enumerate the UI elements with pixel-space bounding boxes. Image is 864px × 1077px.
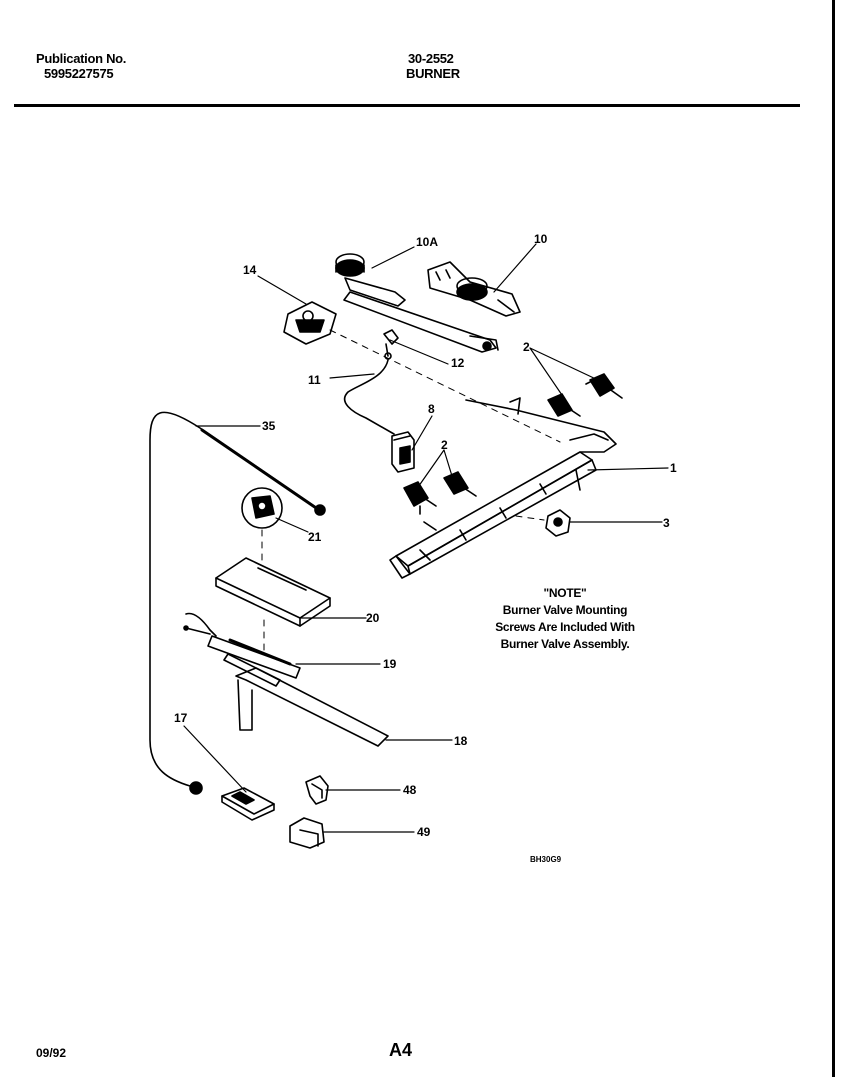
callout-12: 12 <box>451 356 465 370</box>
callout-10A: 10A <box>416 235 439 249</box>
tube-35-end <box>315 505 325 515</box>
callout-21: 21 <box>308 530 322 544</box>
valve-2c-drawing <box>404 482 436 514</box>
valve-14-drawing <box>284 302 336 344</box>
callout-20: 20 <box>366 611 380 625</box>
note-line: Screws Are Included With <box>495 620 635 634</box>
note-line: Burner Valve Assembly. <box>500 637 630 651</box>
publication-label: Publication No. <box>36 51 127 66</box>
callout-49: 49 <box>417 825 431 839</box>
section-title: BURNER <box>406 66 460 81</box>
bracket-49-drawing <box>290 818 324 848</box>
callout-2-upper: 2 <box>523 340 530 354</box>
footer-page-number: A4 <box>389 1040 413 1060</box>
valve-2a-drawing <box>586 374 622 398</box>
burner-10-drawing <box>428 262 520 316</box>
callout-19: 19 <box>383 657 397 671</box>
callout-3: 3 <box>663 516 670 530</box>
tube-35-drawing <box>150 412 320 786</box>
callout-1: 1 <box>670 461 677 475</box>
burner-10A-drawing <box>336 254 498 352</box>
diagram-code: BH30G9 <box>530 855 562 864</box>
clip-48-drawing <box>306 776 328 804</box>
leader-lines <box>184 244 668 832</box>
note-heading: "NOTE" <box>543 586 587 600</box>
plate-20-drawing <box>216 558 330 626</box>
note-line: Burner Valve Mounting <box>502 603 628 617</box>
igniter-8-drawing <box>392 432 414 472</box>
orifice-21-drawing <box>242 488 282 528</box>
callout-8: 8 <box>428 402 435 416</box>
valve-2d-drawing <box>444 472 476 496</box>
callout-35: 35 <box>262 419 276 433</box>
note-block <box>470 585 660 653</box>
fitting-3-drawing <box>546 510 570 536</box>
clip-12-drawing <box>384 330 398 359</box>
burner-18-drawing <box>224 654 388 746</box>
callout-2-lower: 2 <box>441 438 448 452</box>
tube-35-fitting <box>190 782 202 794</box>
bracket-17-drawing <box>222 788 274 820</box>
callout-14: 14 <box>243 263 257 277</box>
footer-date: 09/92 <box>36 1046 67 1060</box>
callout-10: 10 <box>534 232 548 246</box>
publication-number: 5995227575 <box>44 66 114 81</box>
callout-17: 17 <box>174 711 188 725</box>
document-number: 30-2552 <box>408 51 454 66</box>
manifold-1-drawing <box>390 398 616 578</box>
wire-11-drawing <box>345 360 394 434</box>
callout-48: 48 <box>403 783 417 797</box>
callout-11: 11 <box>308 373 321 387</box>
callout-18: 18 <box>454 734 468 748</box>
